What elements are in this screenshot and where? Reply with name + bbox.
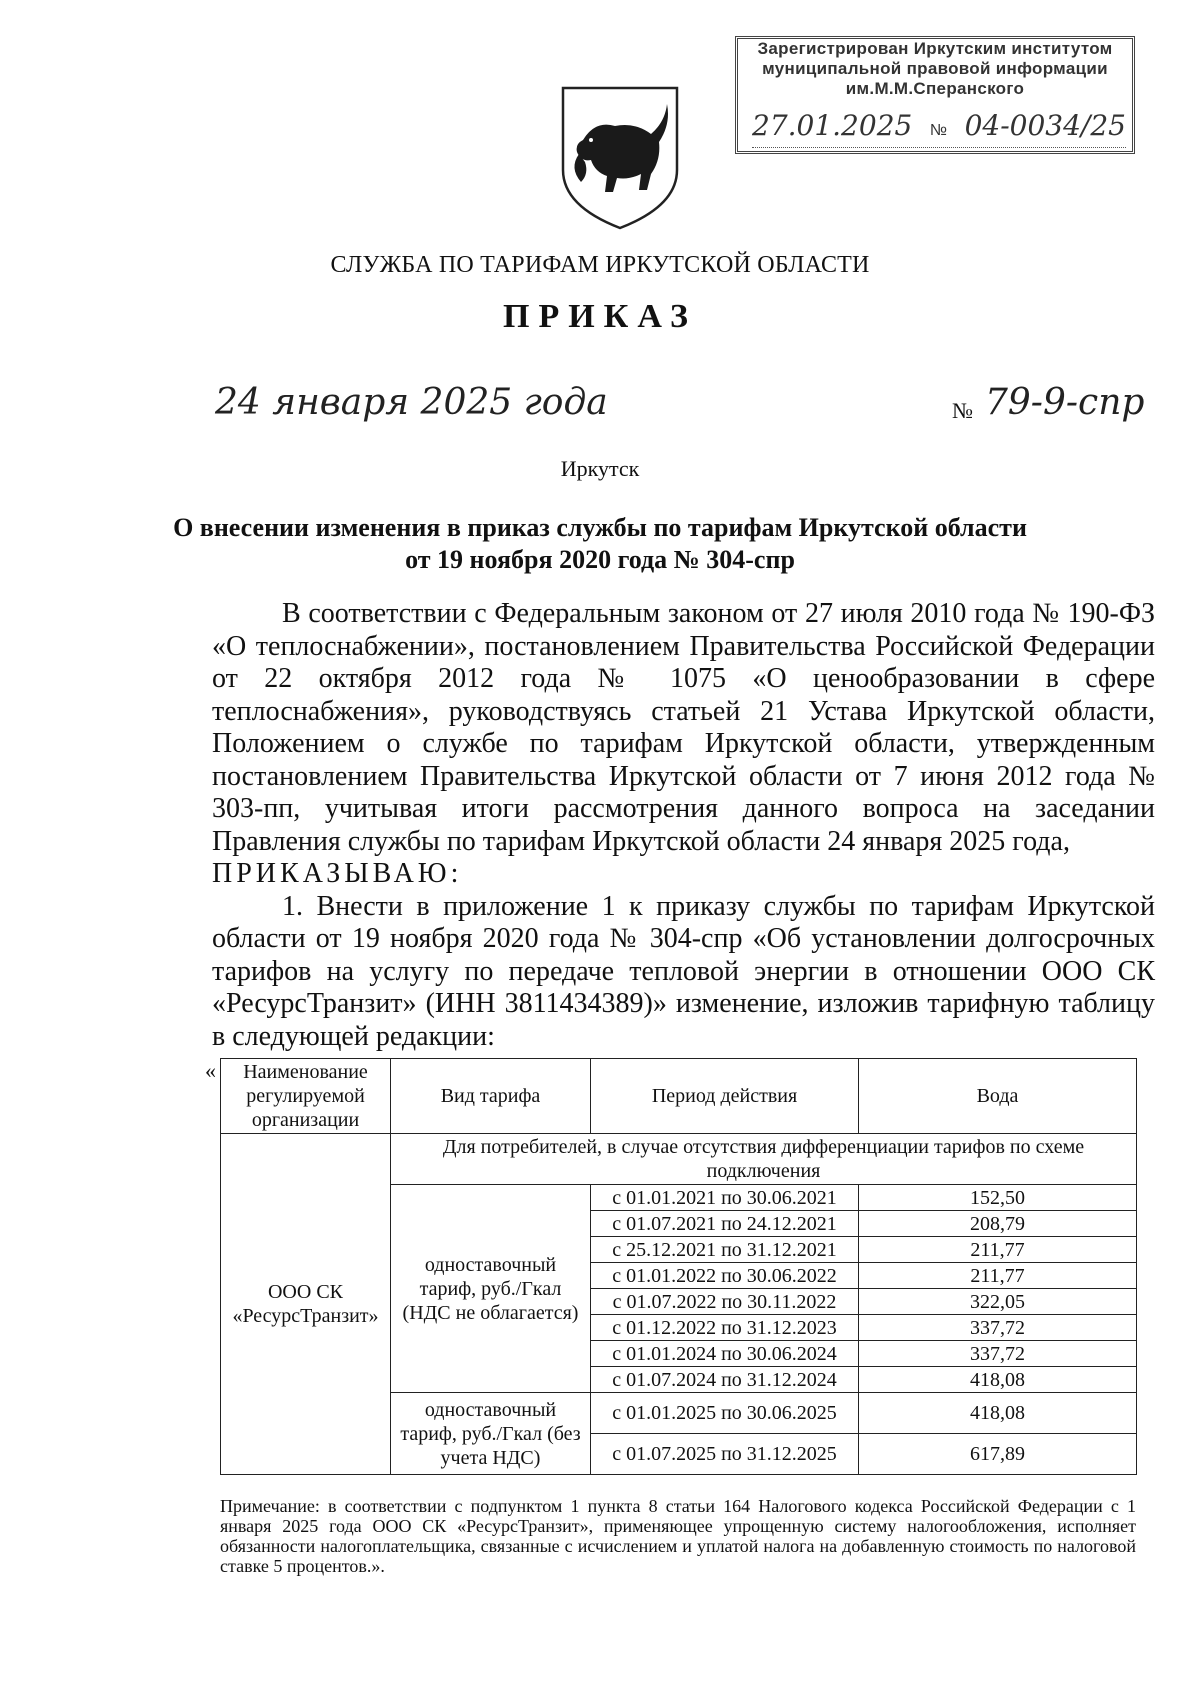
stamp-line-1: Зарегистрирован Иркутским институтом bbox=[757, 39, 1113, 58]
quote-open-mark: « bbox=[205, 1058, 216, 1083]
consumer-group-cell: Для потребителей, в случае отсутствия дифференциации тарифов по схеме подключения bbox=[391, 1134, 1137, 1185]
period-cell: с 01.01.2022 по 30.06.2022 bbox=[591, 1263, 859, 1289]
order-word: ПРИКАЗЫВАЮ: bbox=[212, 858, 463, 889]
tariff-table bbox=[220, 1058, 1137, 1475]
value-cell: 418,08 bbox=[859, 1393, 1137, 1434]
period-cell: с 01.01.2021 по 30.06.2021 bbox=[591, 1185, 859, 1211]
period-cell: с 01.01.2024 по 30.06.2024 bbox=[591, 1341, 859, 1367]
stamp-number: 04-0034/25 bbox=[964, 109, 1126, 142]
value-cell: 418,08 bbox=[859, 1367, 1137, 1393]
header-water: Вода bbox=[859, 1059, 1137, 1134]
period-cell: с 01.07.2022 по 30.11.2022 bbox=[591, 1289, 859, 1315]
document-heading bbox=[160, 512, 1040, 576]
value-cell: 617,89 bbox=[859, 1434, 1137, 1475]
header-organization: Наименование регулируемой организации bbox=[221, 1059, 391, 1134]
value-cell: 322,05 bbox=[859, 1289, 1137, 1315]
period-cell: с 01.12.2022 по 31.12.2023 bbox=[591, 1315, 859, 1341]
city: Иркутск bbox=[560, 456, 640, 481]
tariff-type-cell: одноставочный тариф, руб./Гкал (НДС не облагается) bbox=[391, 1185, 591, 1393]
table-note: Примечание: в соответствии с подпунктом 1 пункта 8 статьи 164 Налогового кодекса Российской Федерации с 1 января 2025 года ООО СК «РесурсТранзит», применяющее упрощенную систему налогообложения, исполняет обязанности налогоплательщика, связанные с исчислением и уплатой налога на добавленную стоимость по налоговой ставке 5 процентов.». bbox=[220, 1496, 1136, 1576]
value-cell: 211,77 bbox=[859, 1237, 1137, 1263]
table-header-row bbox=[221, 1059, 1137, 1134]
heading-line-2: от 19 ноября 2020 года № 304-спр bbox=[405, 545, 795, 574]
stamp-line-2: муниципальной правовой информации bbox=[762, 59, 1108, 78]
stamp-date: 27.01.2025 bbox=[752, 109, 913, 142]
preamble-paragraph: В соответствии с Федеральным законом от 27 июля 2010 года № 190-ФЗ «О теплоснабжении», постановлением Правительства Российской Федерации от 22 октября 2012 года № 1075 «О ценообразовании в сфере теплоснабжения», руководствуясь статьей 21 Устава Иркутской области, Положением о службе по тарифам Иркутской области, утвержденным постановлением Правительства Иркутской области от 7 июня 2012 года № 303-пп, учитывая итоги рассмотрения данного вопроса на заседании Правления службы по тарифам Иркутской области 24 января 2025 года, bbox=[212, 598, 1155, 857]
period-cell: с 01.07.2021 по 24.12.2021 bbox=[591, 1211, 859, 1237]
stamp-handwritten bbox=[752, 109, 1126, 148]
coat-of-arms-icon bbox=[555, 82, 685, 232]
clause-1-paragraph: 1. Внести в приложение 1 к приказу службы по тарифам Иркутской области от 19 ноября 2020 года № 304-спр «Об установлении долгосрочных тарифов на услугу по передаче тепловой энергии в отношении ООО СК «РесурсТранзит» (ИНН 3811434389)» изменение, изложив тарифную таблицу в следующей редакции: bbox=[212, 890, 1155, 1052]
period-cell: с 01.07.2025 по 31.12.2025 bbox=[591, 1434, 859, 1475]
handwritten-date: 24 января 2025 года bbox=[215, 382, 608, 423]
stamp-line-3: им.М.М.Сперанского bbox=[845, 79, 1025, 98]
value-cell: 211,77 bbox=[859, 1263, 1137, 1289]
period-cell: с 01.07.2024 по 31.12.2024 bbox=[591, 1367, 859, 1393]
period-cell: с 25.12.2021 по 31.12.2021 bbox=[591, 1237, 859, 1263]
handwritten-number: 79-9-спр bbox=[985, 382, 1145, 423]
tariff-type-cell: одноставочный тариф, руб./Гкал (без учета НДС) bbox=[391, 1393, 591, 1475]
registration-stamp bbox=[735, 36, 1135, 154]
number-label: № bbox=[952, 398, 973, 423]
header-tariff-type: Вид тарифа bbox=[391, 1059, 591, 1134]
value-cell: 152,50 bbox=[859, 1185, 1137, 1211]
value-cell: 337,72 bbox=[859, 1341, 1137, 1367]
agency-name: СЛУЖБА ПО ТАРИФАМ ИРКУТСКОЙ ОБЛАСТИ bbox=[330, 252, 870, 278]
value-cell: 208,79 bbox=[859, 1211, 1137, 1237]
value-cell: 337,72 bbox=[859, 1315, 1137, 1341]
period-cell: с 01.01.2025 по 30.06.2025 bbox=[591, 1393, 859, 1434]
header-period: Период действия bbox=[591, 1059, 859, 1134]
organization-cell: ООО СК «РесурсТранзит» bbox=[221, 1134, 391, 1475]
heading-line-1: О внесении изменения в приказ службы по тарифам Иркутской области bbox=[173, 513, 1027, 542]
body-text bbox=[212, 598, 1155, 1053]
table-row bbox=[221, 1134, 1137, 1185]
document-type: ПРИКАЗ bbox=[503, 298, 697, 335]
stamp-number-label: № bbox=[929, 122, 948, 139]
